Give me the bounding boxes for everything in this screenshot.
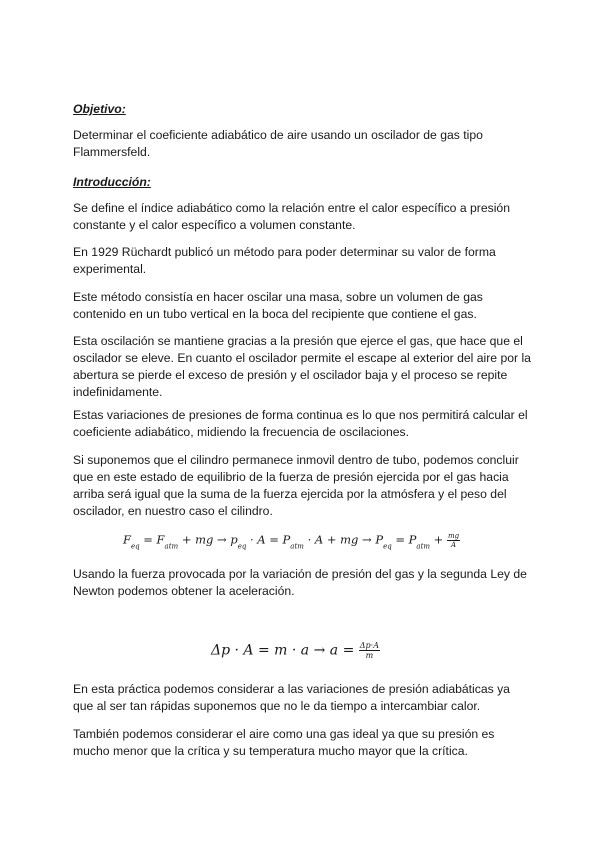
equilibrium-equation: $F_{eq} = F_{atm}$ + mg → $p_{eq} \cdot A = P_{atm} \cdot A$ + mg → $P_{eq} = P_{atm}$ + $\frac{mg}{A}$ (123, 532, 460, 551)
intro-paragraph-2: En 1929 Rüchardt publicó un método para poder determinar su valor de forma experimental. (73, 245, 496, 276)
intro-paragraph-6: Si suponemos que el cilindro permanece inmovil dentro de tubo, podemos concluir que en este estado de equilibrio de la fuerza de presión ejercida por el gas hacia arriba será igual que la suma de la fuerza ejercida por la atmósfera y el peso del oscilador, en nuestro caso el cilindro. (73, 453, 519, 518)
intro-paragraph-5: Estas variaciones de presiones de forma continua es lo que nos permitirá calcular el coeficiente adiabático, midiendo la frecuencia de oscilaciones. (73, 408, 528, 439)
intro-paragraph-4: Esta oscilación se mantiene gracias a la presión que ejerce el gas, que hace que el oscilador se eleve. En cuanto el oscilador permite el escape al exterior del aire por la abertura se pierde el exceso de presión y el oscilador baja y el proceso se repite indefinidamente. (73, 334, 531, 399)
intro-paragraph-1: Se define el índice adiabático como la relación entre el calor específico a presión constante y el calor específico a volumen constante. (73, 201, 510, 232)
acceleration-fraction: $\frac{\Delta p\cdot A}{m}$ (359, 641, 379, 660)
mg-over-a-fraction: $\frac{mg}{A}$ (447, 532, 460, 549)
intro-paragraph-8: En esta práctica podemos considerar a las variaciones de presión adiabáticas ya que al ser tan rápidas suponemos que no le da tiempo a intercambiar calor. (73, 682, 510, 713)
intro-paragraph-7: Usando la fuerza provocada por la variación de presión del gas y la segunda Ley de Newton podemos obtener la aceleración. (73, 567, 527, 598)
intro-paragraph-9: También podemos considerar el aire como una gas ideal ya que su presión es mucho menor que la crítica y su temperatura mucho mayor que la crítica. (73, 727, 495, 758)
introduction-heading: Introducción: (73, 175, 151, 189)
intro-paragraph-3: Este método consistía en hacer oscilar una masa, sobre un volumen de gas contenido en un tubo vertical en la boca del recipiente que contiene el gas. (73, 290, 483, 321)
objective-heading: Objetivo: (73, 102, 126, 116)
objective-text: Determinar el coeficiente adiabático de aire usando un oscilador de gas tipo Flammersfeld. (73, 128, 483, 159)
acceleration-equation: Δp · A = m · a → a = $\frac{\Delta p\cdot A}{m}$ (211, 641, 379, 660)
